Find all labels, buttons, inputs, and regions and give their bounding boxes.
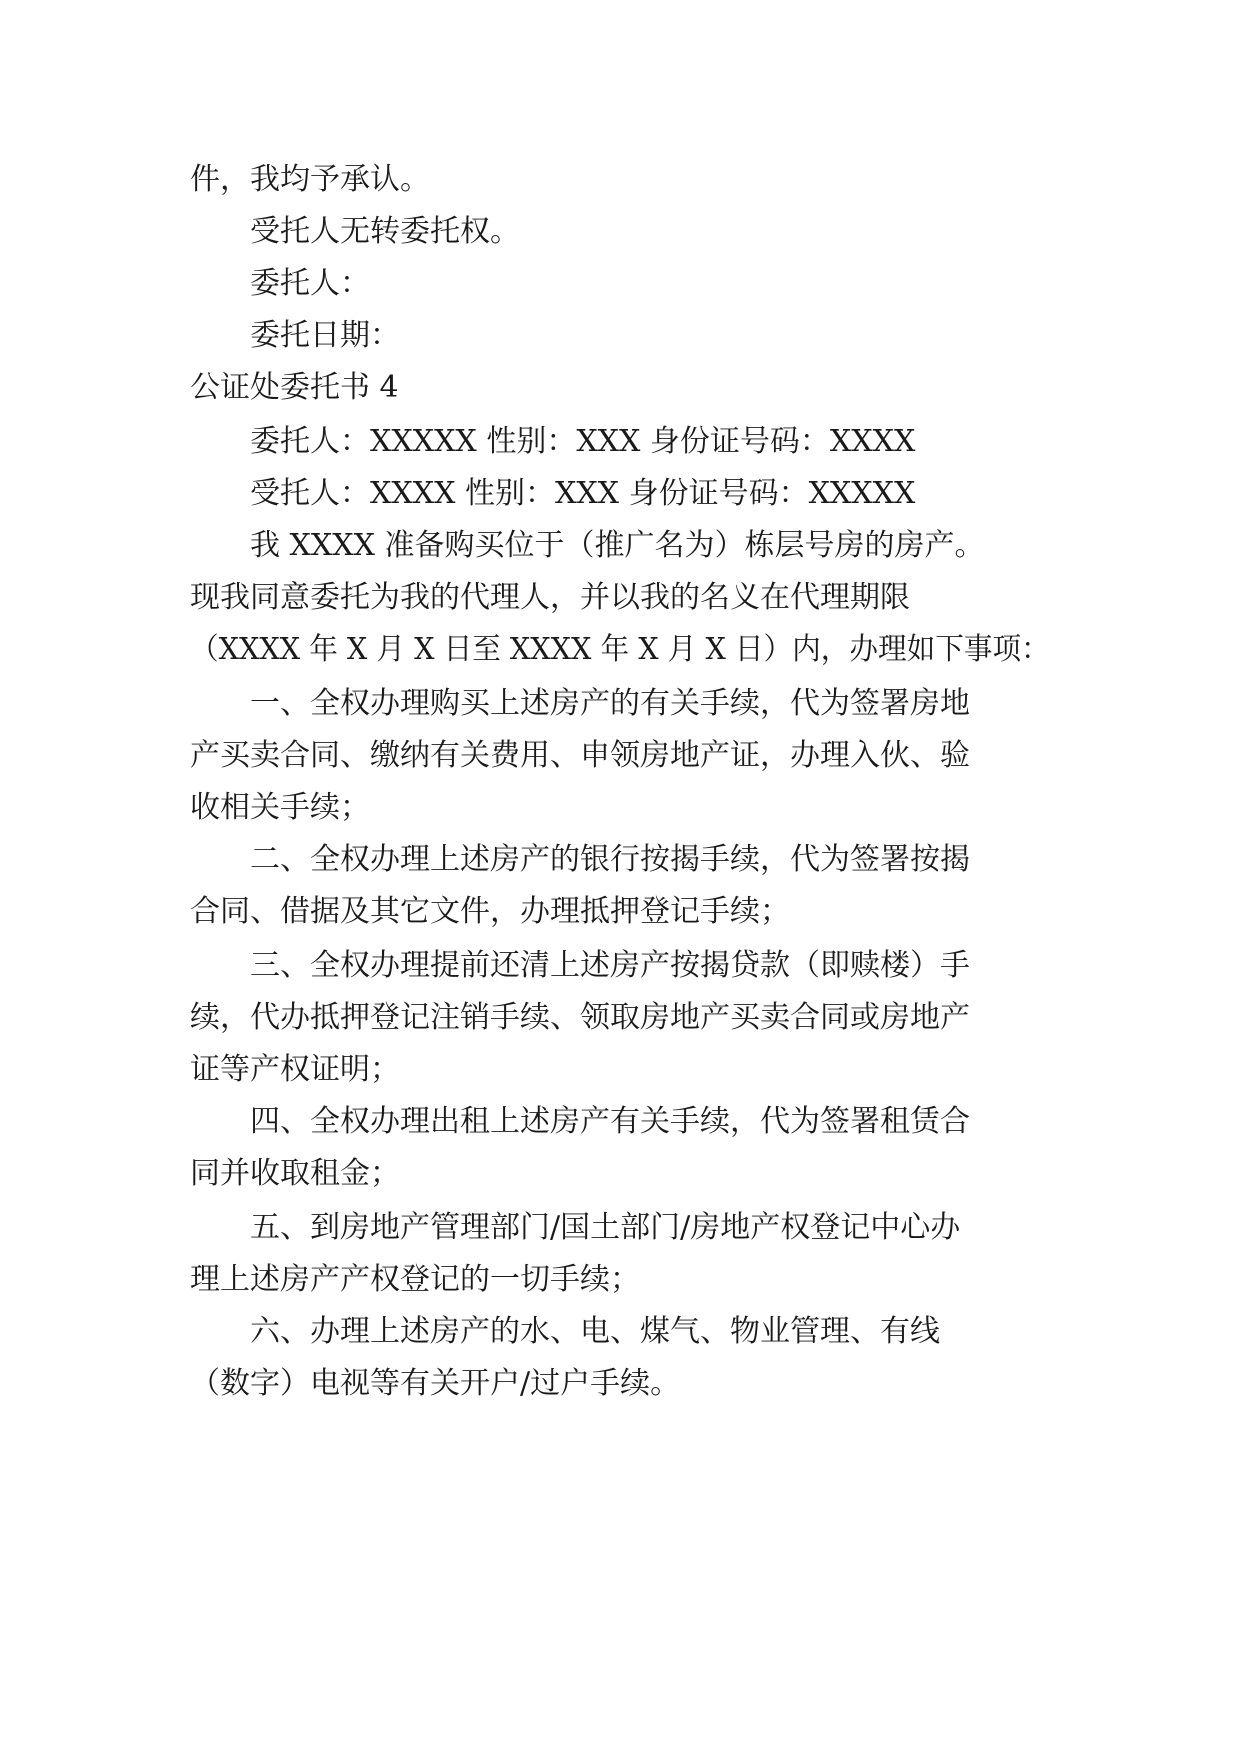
paragraph-line: 受托人无转委托权。 bbox=[250, 214, 520, 249]
list-item-line: 合同、借据及其它文件，办理抵押登记手续； bbox=[190, 894, 790, 929]
principal-info: 委托人：XXXXX 性别：XXX 身份证号码：XXXX bbox=[250, 424, 916, 459]
list-item-line: 一、全权办理购买上述房产的有关手续，代为签署房地 bbox=[250, 686, 970, 721]
paragraph-line: 我 XXXX 准备购买位于（推广名为）栋层号房的房产。 bbox=[250, 528, 985, 563]
list-item-line: 理上述房产产权登记的一切手续； bbox=[190, 1262, 640, 1297]
signature-label: 委托人： bbox=[250, 266, 370, 301]
section-title: 公证处委托书 4 bbox=[190, 370, 399, 405]
paragraph-line: 现我同意委托为我的代理人，并以我的名义在代理期限 bbox=[190, 580, 910, 615]
agent-info: 受托人：XXXX 性别：XXX 身份证号码：XXXXX bbox=[250, 476, 916, 511]
paragraph-line: 件，我均予承认。 bbox=[190, 162, 430, 197]
list-item-line: 五、到房地产管理部门/国土部门/房地产权登记中心办 bbox=[250, 1210, 961, 1245]
list-item-line: 二、全权办理上述房产的银行按揭手续，代为签署按揭 bbox=[250, 842, 970, 877]
list-item-line: 产买卖合同、缴纳有关费用、申领房地产证，办理入伙、验 bbox=[190, 738, 970, 773]
list-item-line: 六、办理上述房产的水、电、煤气、物业管理、有线 bbox=[250, 1314, 940, 1349]
date-label: 委托日期： bbox=[250, 318, 400, 353]
list-item-line: 收相关手续； bbox=[190, 790, 370, 825]
list-item-line: （数字）电视等有关开户/过户手续。 bbox=[190, 1366, 681, 1401]
list-item-line: 证等产权证明； bbox=[190, 1052, 400, 1087]
paragraph-line: （XXXX 年 X 月 X 日至 XXXX 年 X 月 X 日）内，办理如下事项： bbox=[190, 632, 1050, 667]
list-item-line: 四、全权办理出租上述房产有关手续，代为签署租赁合 bbox=[250, 1104, 970, 1139]
list-item-line: 同并收取租金； bbox=[190, 1156, 400, 1191]
list-item-line: 三、全权办理提前还清上述房产按揭贷款（即赎楼）手 bbox=[250, 948, 970, 983]
list-item-line: 续，代办抵押登记注销手续、领取房地产买卖合同或房地产 bbox=[190, 1000, 970, 1035]
